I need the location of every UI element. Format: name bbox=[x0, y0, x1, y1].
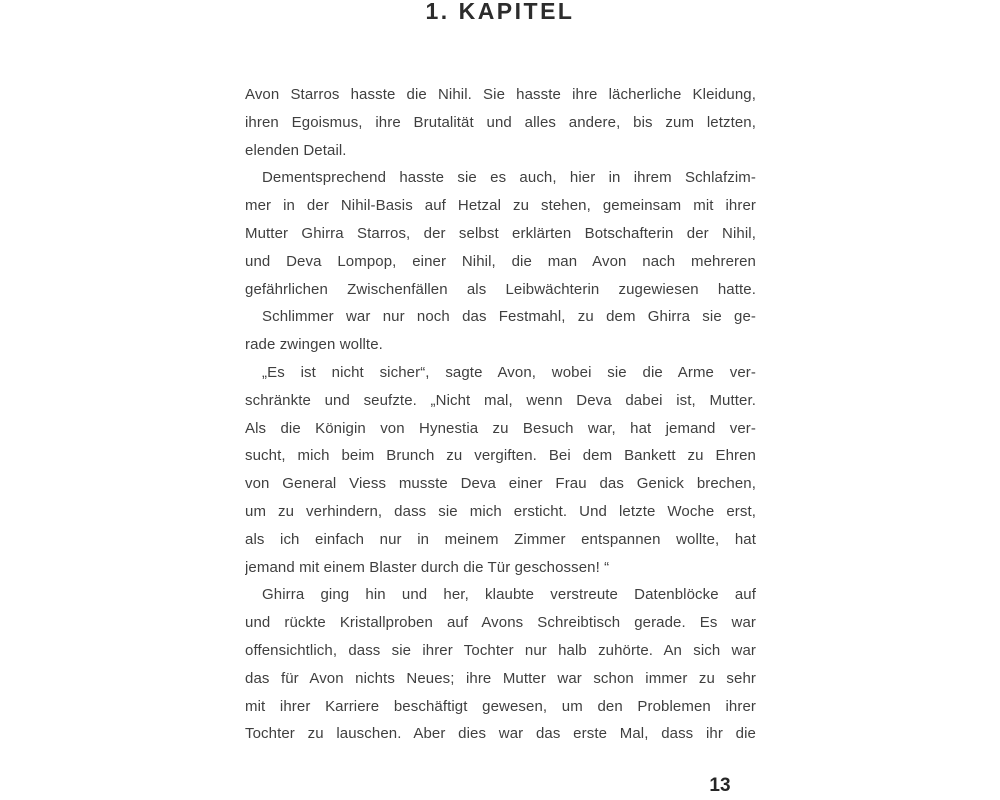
text-line: gefährlichen Zwischenfällen als Leibwächterin zugewiesen hatte. bbox=[245, 280, 756, 298]
text-line: offensichtlich, dass sie ihrer Tochter nur halb zuhörte. An sich war bbox=[245, 641, 756, 659]
text-line: und rückte Kristallproben auf Avons Schreibtisch gerade. Es war bbox=[245, 614, 756, 632]
text-line: mer in der Nihil-Basis auf Hetzal zu stehen, gemeinsam mit ihrer bbox=[245, 197, 756, 215]
text-line: schränkte und seufzte. „Nicht mal, wenn Deva dabei ist, Mutter. bbox=[245, 391, 756, 409]
chapter-heading: 1. KAPITEL bbox=[425, 0, 575, 24]
text-line: jemand mit einem Blaster durch die Tür geschossen! “ bbox=[245, 558, 610, 576]
text-line: sucht, mich beim Brunch zu vergiften. Bei dem Bankett zu Ehren bbox=[245, 447, 756, 465]
text-line: um zu verhindern, dass sie mich ersticht. Und letzte Woche erst, bbox=[245, 502, 756, 520]
text-line: Als die Königin von Hynestia zu Besuch war, hat jemand ver- bbox=[245, 419, 756, 437]
text-line: das für Avon nichts Neues; ihre Mutter war schon immer zu sehr bbox=[245, 669, 756, 687]
page-number: 13 bbox=[709, 775, 731, 796]
text-line: und Deva Lompop, einer Nihil, die man Avon nach mehreren bbox=[245, 252, 756, 270]
text-line: ihren Egoismus, ihre Brutalität und alles andere, bis zum letzten, bbox=[245, 113, 756, 131]
text-line: mit ihrer Karriere beschäftigt gewesen, um den Problemen ihrer bbox=[245, 697, 756, 715]
text-line: „Es ist nicht sicher“, sagte Avon, wobei sie die Arme ver- bbox=[262, 363, 756, 381]
body-text bbox=[245, 81, 756, 748]
text-line: als ich einfach nur in meinem Zimmer entspannen wollte, hat bbox=[245, 530, 756, 548]
text-line: Avon Starros hasste die Nihil. Sie hasste ihre lächerliche Kleidung, bbox=[245, 86, 756, 103]
text-line: rade zwingen wollte. bbox=[245, 336, 383, 354]
text-line: Tochter zu lauschen. Aber dies war das erste Mal, dass ihr die bbox=[245, 725, 756, 743]
text-line: Ghirra ging hin und her, klaubte verstreute Datenblöcke auf bbox=[262, 586, 756, 604]
text-line: Schlimmer war nur noch das Festmahl, zu dem Ghirra sie ge- bbox=[262, 308, 756, 326]
text-line: von General Viess musste Deva einer Frau das Genick brechen, bbox=[245, 475, 756, 493]
text-line: elenden Detail. bbox=[245, 141, 347, 159]
text-line: Dementsprechend hasste sie es auch, hier in ihrem Schlafzim- bbox=[262, 169, 756, 187]
text-line: Mutter Ghirra Starros, der selbst erklärten Botschafterin der Nihil, bbox=[245, 224, 756, 242]
